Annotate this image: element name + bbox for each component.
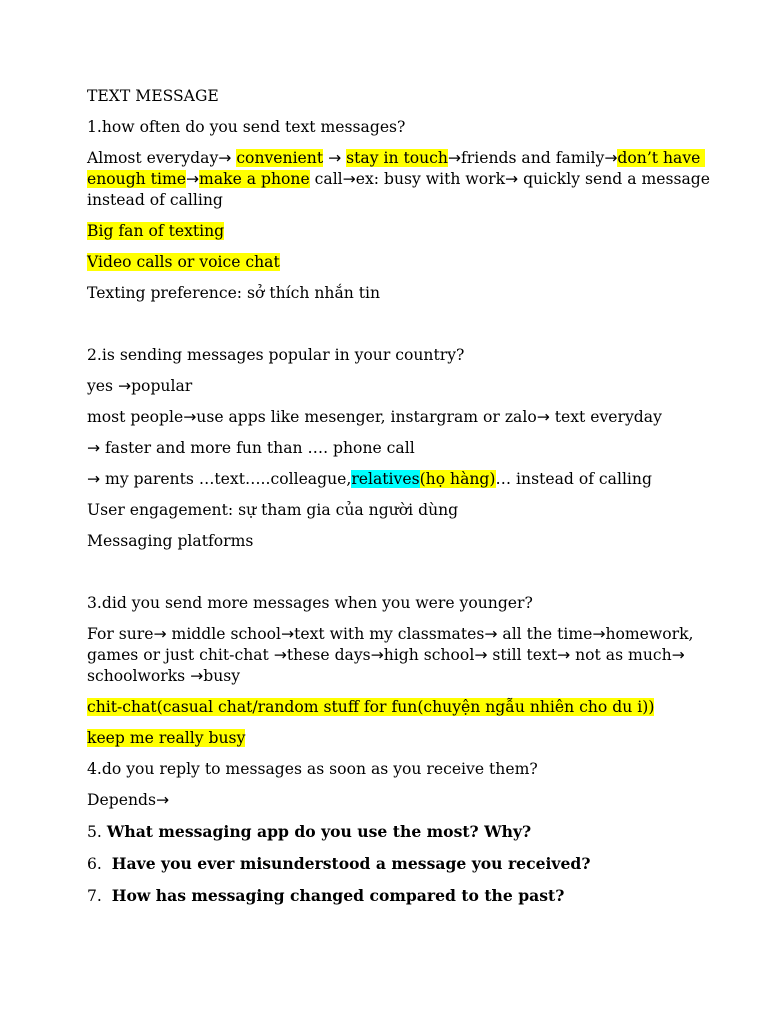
messaging-platforms-line: Messaging platforms: [87, 532, 254, 550]
text-span: … instead of calling: [495, 470, 652, 488]
answer-3-paragraph: [87, 624, 717, 687]
question-text: What messaging app do you use the most? Why?: [106, 822, 532, 841]
arrow-icon: →: [155, 791, 170, 809]
arrow-icon: →: [592, 625, 606, 643]
text-span: middle school: [166, 625, 281, 643]
blank-line: [87, 562, 717, 583]
highlight-stay-in-touch: stay in touch: [346, 149, 448, 167]
arrow-icon: →: [118, 377, 132, 395]
highlight-relatives: relatives: [351, 470, 420, 488]
arrow-icon: →: [281, 625, 295, 643]
blank-line: [87, 314, 717, 335]
texting-preference-line: Texting preference: sở thích nhắn tin: [87, 284, 381, 302]
parents-line: [87, 469, 717, 490]
text-span: high school: [383, 646, 475, 664]
text-span: my parents …text…..colleague,: [100, 470, 352, 488]
yes-line: [87, 376, 717, 397]
chit-chat-line: [87, 697, 717, 718]
question-6: [87, 853, 717, 875]
question-1: 1.how often do you send text messages?: [87, 118, 406, 136]
document-title: TEXT MESSAGE: [87, 87, 219, 105]
user-engagement-line: User engagement: sự tham gia của người dùng: [87, 501, 459, 519]
arrow-icon: →: [370, 646, 384, 664]
question-5: [87, 821, 717, 843]
big-fan-line: [87, 221, 717, 242]
arrow-icon: →: [447, 149, 461, 167]
text-span: not as much: [570, 646, 672, 664]
text-span: friends and family: [461, 149, 605, 167]
video-calls-line: [87, 252, 717, 273]
arrow-icon: →: [183, 408, 197, 426]
text-span: quickly send a message instead of calling: [87, 170, 715, 209]
most-people-line: [87, 407, 717, 428]
highlight-make-phone: make a phone: [199, 170, 310, 188]
question-3: 3.did you send more messages when you were younger?: [87, 594, 533, 612]
text-span: ex: busy with work: [355, 170, 506, 188]
text-span: schoolworks: [87, 646, 690, 685]
arrow-icon: →: [185, 170, 200, 188]
text-span: call: [309, 170, 343, 188]
highlight-convenient: convenient: [236, 149, 324, 167]
arrow-icon: →: [342, 170, 356, 188]
question-7: [87, 885, 717, 907]
text-span: popular: [131, 377, 193, 395]
text-span: most people: [87, 408, 184, 426]
text-span: text everyday: [549, 408, 662, 426]
arrow-icon: →: [87, 439, 101, 457]
text-span: For sure: [87, 625, 154, 643]
text-span: these days: [286, 646, 371, 664]
keep-busy-line: [87, 728, 717, 749]
highlight-keep-busy: keep me really busy: [87, 729, 246, 747]
text-span: all the time: [497, 625, 593, 643]
question-4: 4.do you reply to messages as soon as you receive them?: [87, 760, 538, 778]
question-text: How has messaging changed compared to the past?: [111, 886, 565, 905]
arrow-icon: →: [153, 625, 167, 643]
highlight-ho-hang: (họ hàng): [419, 470, 496, 488]
arrow-icon: →: [557, 646, 571, 664]
highlight-chit-chat: chit-chat(casual chat/random stuff for fun(chuyện ngẫu nhiên cho du i)): [87, 698, 655, 716]
arrow-icon: →: [190, 667, 204, 685]
text-span: homework, games or just chit-chat: [87, 625, 699, 664]
arrow-icon: →: [536, 408, 550, 426]
question-number: 5.: [87, 823, 107, 841]
text-span: text with my classmates: [294, 625, 485, 643]
text-span: still text: [487, 646, 558, 664]
question-text: Have you ever misunderstood a message you received?: [111, 854, 591, 873]
arrow-icon: →: [671, 646, 685, 664]
text-span: Depends: [87, 791, 156, 809]
text-span: use apps like mesenger, instargram or zalo: [196, 408, 537, 426]
question-2: 2.is sending messages popular in your country?: [87, 346, 465, 364]
arrow-icon: →: [218, 149, 232, 167]
question-number: 6.: [87, 855, 112, 873]
arrow-icon: →: [474, 646, 488, 664]
question-number: 7.: [87, 887, 112, 905]
text-span: busy: [203, 667, 241, 685]
faster-line: [87, 438, 717, 459]
text-span: faster and more fun than …. phone call: [100, 439, 415, 457]
highlight-dont-have-time: don’t have enough time: [87, 149, 706, 188]
arrow-icon: →: [604, 149, 618, 167]
text-span: Almost everyday: [87, 149, 219, 167]
document-page: [87, 86, 717, 917]
arrow-icon: →: [273, 646, 287, 664]
answer-1-paragraph: [87, 148, 717, 211]
highlight-video-calls: Video calls or voice chat: [87, 253, 280, 271]
arrow-icon: →: [505, 170, 519, 188]
arrow-icon: →: [484, 625, 498, 643]
text-span: yes: [87, 377, 118, 395]
arrow-icon: →: [87, 470, 101, 488]
arrow-icon: →: [328, 149, 342, 167]
highlight-big-fan: Big fan of texting: [87, 222, 225, 240]
depends-line: [87, 790, 717, 811]
